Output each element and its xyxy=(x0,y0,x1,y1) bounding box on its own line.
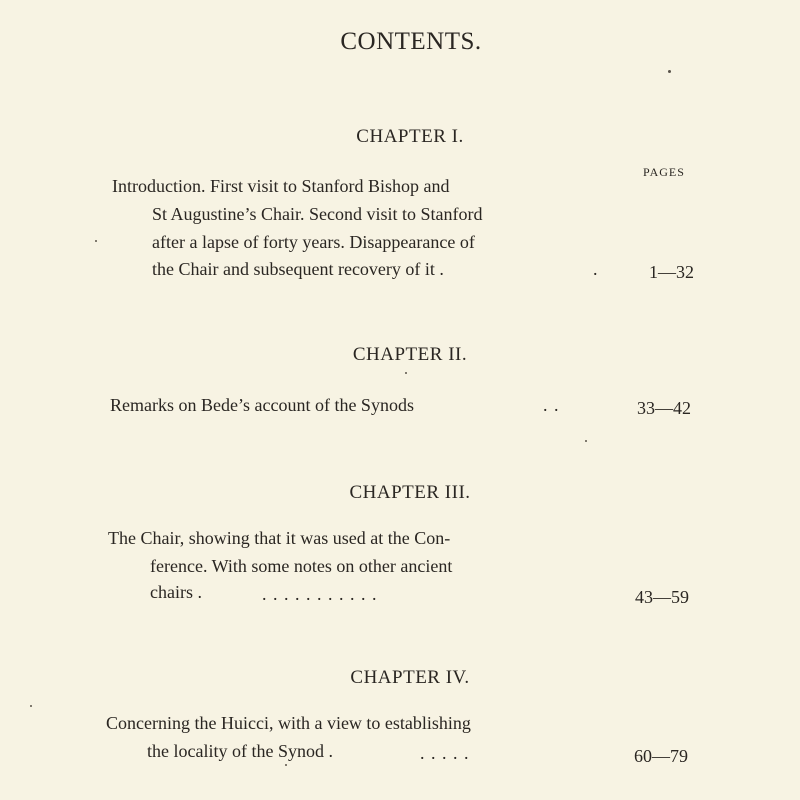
chapter-heading-4: CHAPTER IV. xyxy=(350,667,470,688)
chapter-1-line-2: St Augustine’s Chair. Second visit to Stanford xyxy=(152,204,483,224)
chapter-heading-2: CHAPTER II. xyxy=(352,344,468,365)
chapter-1-line-3: after a lapse of forty years. Disappearance of xyxy=(152,232,475,252)
chapter-4-leader-dots: . . . . . xyxy=(420,743,470,763)
paper-speck xyxy=(405,372,407,374)
chapter-2-line-1: Remarks on Bede’s account of the Synods xyxy=(110,395,414,415)
chapter-1-pages: 1—32 xyxy=(649,262,694,282)
chapter-3-leader-dots: . . . . . . . . . . . xyxy=(262,584,378,604)
page-title: CONTENTS. xyxy=(340,28,482,55)
chapter-3-line-3: chairs . xyxy=(150,582,202,602)
chapter-3-line-2: ference. With some notes on other ancient xyxy=(150,556,453,576)
chapter-3-pages: 43—59 xyxy=(635,587,689,607)
pages-column-label: PAGES xyxy=(643,165,685,179)
chapter-1-line-4: the Chair and subsequent recovery of it . xyxy=(152,259,444,279)
chapter-4-pages: 60—79 xyxy=(634,746,688,766)
chapter-2-leader-dots: . . xyxy=(543,395,560,415)
paper-speck xyxy=(30,705,32,707)
paper-speck xyxy=(285,764,287,766)
chapter-2-pages: 33—42 xyxy=(637,398,691,418)
paper-speck xyxy=(668,70,671,73)
chapter-heading-1: CHAPTER I. xyxy=(356,126,464,147)
chapter-1-line-1: Introduction. First visit to Stanford Bishop and xyxy=(112,176,450,196)
paper-speck xyxy=(585,440,587,442)
paper-speck xyxy=(95,240,97,242)
chapter-4-line-1: Concerning the Huicci, with a view to establishing xyxy=(106,713,471,733)
chapter-4-line-2: the locality of the Synod . xyxy=(147,741,333,761)
chapter-1-leader-dots: . xyxy=(593,259,599,279)
chapter-heading-3: CHAPTER III. xyxy=(349,482,471,503)
chapter-3-line-1: The Chair, showing that it was used at the Con- xyxy=(108,528,451,548)
